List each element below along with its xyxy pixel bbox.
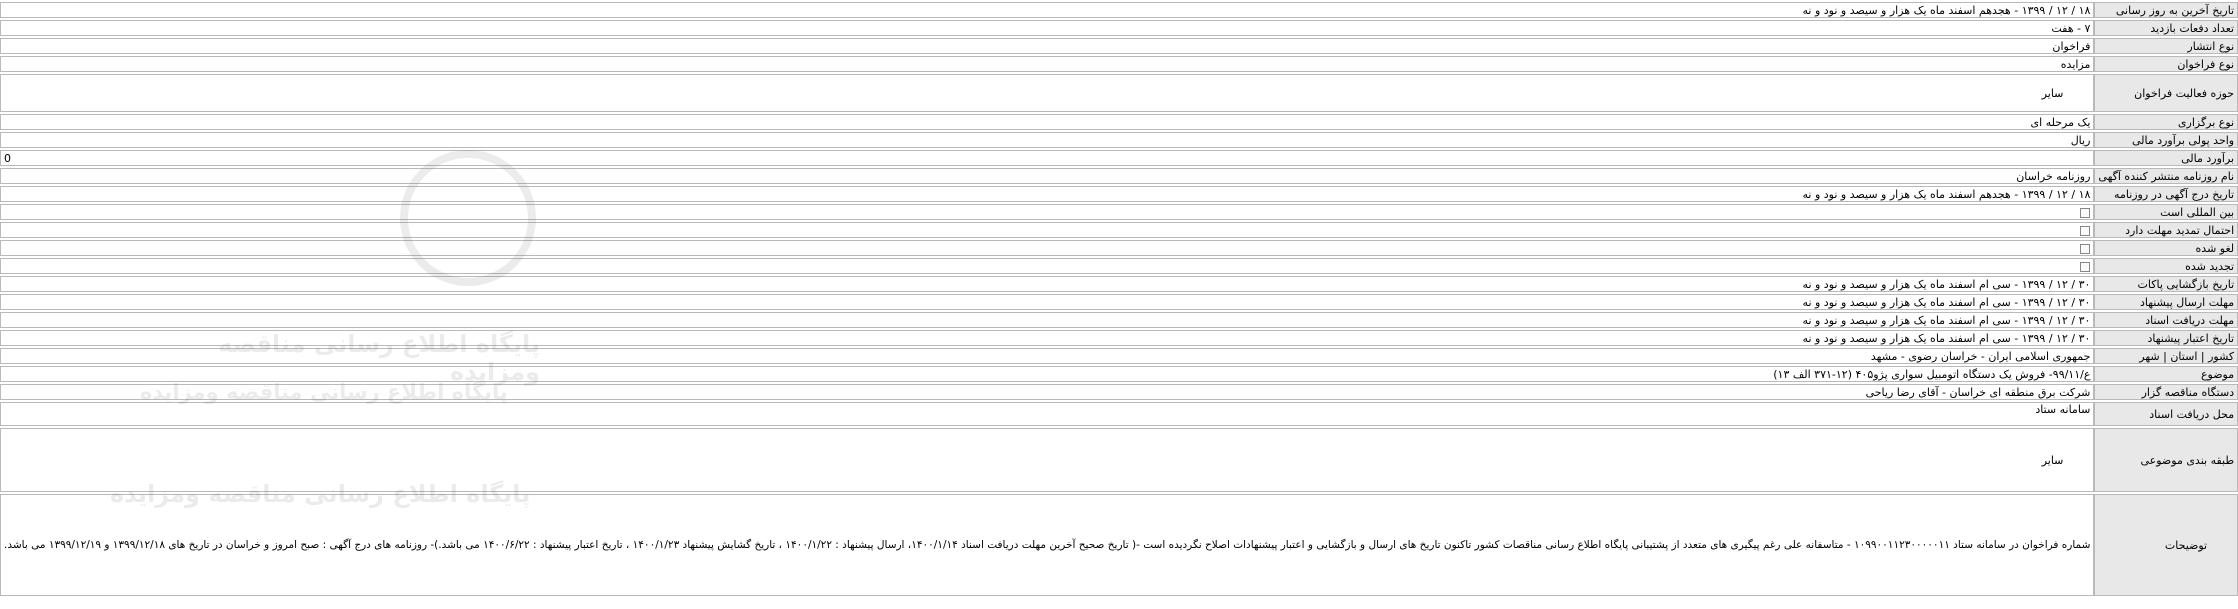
international-checkbox[interactable] [2080, 208, 2090, 218]
label-newspaper-date: تاریخ درج آگهی در روزنامه [2094, 186, 2238, 202]
value-organizer: شرکت برق منطقه ای خراسان - آقای رضا ریاحی [0, 384, 2094, 400]
label-description: توضیحات [2094, 494, 2238, 596]
label-renewed: تجدید شده [2094, 258, 2238, 274]
label-holding-type: نوع برگزاری [2094, 114, 2238, 130]
row-newspaper-date [0, 186, 2238, 202]
label-last-update: تاریخ آخرین به روز رسانی [2094, 2, 2238, 18]
label-category: طبقه بندی موضوعی [2094, 428, 2238, 492]
value-newspaper: روزنامه خراسان [0, 168, 2094, 184]
renewed-checkbox[interactable] [2080, 262, 2090, 272]
row-location [0, 348, 2238, 364]
label-estimate: برآورد مالی [2094, 150, 2238, 166]
label-validity: تاریخ اعتبار پیشنهاد [2094, 330, 2238, 346]
row-submit-deadline [0, 294, 2238, 310]
value-estimate: 0 [0, 150, 2094, 166]
cancelled-checkbox[interactable] [2080, 244, 2090, 254]
extension-checkbox[interactable] [2080, 226, 2090, 236]
value-activity-field: سایر [0, 74, 2094, 112]
value-visit-count: ۷ - هفت [0, 20, 2094, 36]
row-estimate [0, 150, 2238, 166]
value-cancelled [0, 240, 2094, 256]
row-call-type [0, 56, 2238, 72]
value-renewed [0, 258, 2094, 274]
value-category: سایر [0, 428, 2094, 492]
value-doc-deadline: ۳۰ / ۱۲ / ۱۳۹۹ - سی ام اسفند ماه یک هزار و سیصد و نود و نه [0, 312, 2094, 328]
value-validity: ۳۰ / ۱۲ / ۱۳۹۹ - سی ام اسفند ماه یک هزار و سیصد و نود و نه [0, 330, 2094, 346]
label-currency: واحد پولی برآورد مالی [2094, 132, 2238, 148]
value-holding-type: یک مرحله ای [0, 114, 2094, 130]
row-doc-place [0, 402, 2238, 426]
label-submit-deadline: مهلت ارسال پیشنهاد [2094, 294, 2238, 310]
row-organizer [0, 384, 2238, 400]
label-activity-field: حوزه فعالیت فراخوان [2094, 74, 2238, 112]
row-validity [0, 330, 2238, 346]
row-holding-type [0, 114, 2238, 130]
value-subject: ع/۹۹/۱۱- فروش یک دستگاه اتومبیل سواری پژو۴۰۵ (۱۲-۳۷۱ الف ۱۳) [0, 366, 2094, 382]
row-last-update [0, 2, 2238, 18]
value-last-update: ۱۸ / ۱۲ / ۱۳۹۹ - هجدهم اسفند ماه یک هزار و سیصد و نود و نه [0, 2, 2094, 18]
value-publish-type: فراخوان [0, 38, 2094, 54]
label-location: کشور | استان | شهر [2094, 348, 2238, 364]
row-currency [0, 132, 2238, 148]
label-international: بین المللی است [2094, 204, 2238, 220]
value-doc-place: سامانه ستاد [0, 402, 2094, 426]
value-newspaper-date: ۱۸ / ۱۲ / ۱۳۹۹ - هجدهم اسفند ماه یک هزار و سیصد و نود و نه [0, 186, 2094, 202]
row-activity-field [0, 74, 2238, 112]
label-doc-place: محل دریافت اسناد [2094, 402, 2238, 426]
value-currency: ریال [0, 132, 2094, 148]
label-extension: احتمال تمدید مهلت دارد [2094, 222, 2238, 238]
row-international [0, 204, 2238, 220]
row-category [0, 428, 2238, 492]
label-doc-deadline: مهلت دریافت اسناد [2094, 312, 2238, 328]
row-renewed [0, 258, 2238, 274]
label-cancelled: لغو شده [2094, 240, 2238, 256]
row-publish-type [0, 38, 2238, 54]
label-call-type: نوع فراخوان [2094, 56, 2238, 72]
label-opening-date: تاریخ بازگشایی پاکات [2094, 276, 2238, 292]
row-doc-deadline [0, 312, 2238, 328]
label-newspaper: نام روزنامه منتشر کننده آگهی [2094, 168, 2238, 184]
row-opening-date [0, 276, 2238, 292]
label-visit-count: تعداد دفعات بازدید [2094, 20, 2238, 36]
row-description [0, 494, 2238, 596]
row-cancelled [0, 240, 2238, 256]
value-location: جمهوری اسلامی ایران - خراسان رضوی - مشهد [0, 348, 2094, 364]
row-visit-count [0, 20, 2238, 36]
value-international [0, 204, 2094, 220]
value-submit-deadline: ۳۰ / ۱۲ / ۱۳۹۹ - سی ام اسفند ماه یک هزار و سیصد و نود و نه [0, 294, 2094, 310]
value-description: شماره فراخوان در سامانه ستاد ۱۰۹۹۰۰۱۱۲۳۰۰۰۰۰۱۱ - متاسفانه علی رغم پیگیری های متعدد از پشتیبانی پایگاه اطلاع رسانی مناقصات کشور تاکنون تاریخ های ارسال و بازگشایی و اعتبار پیشنهادات اصلاح نگردیده است -( تاریخ صحیح آخرین مهلت دریافت اسناد ۱۴۰۰/۱/۱۴، ارسال پیشنهاد : ۱۴۰۰/۱/۲۲ ، تاریخ گشایش پیشنهاد ۱۴۰۰/۱/۲۳ ، تاریخ اعتبار پیشنهاد : ۱۴۰۰/۶/۲۲ می باشد.)- روزنامه های درج آگهی : صبح امروز و خراسان در تاریخ های ۱۳۹۹/۱۲/۱۸ و ۱۳۹۹/۱۲/۱۹ می باشد. [0, 494, 2094, 596]
value-extension [0, 222, 2094, 238]
label-organizer: دستگاه مناقصه گزار [2094, 384, 2238, 400]
label-subject: موضوع [2094, 366, 2238, 382]
row-subject [0, 366, 2238, 382]
label-publish-type: نوع انتشار [2094, 38, 2238, 54]
row-extension [0, 222, 2238, 238]
value-opening-date: ۳۰ / ۱۲ / ۱۳۹۹ - سی ام اسفند ماه یک هزار و سیصد و نود و نه [0, 276, 2094, 292]
value-call-type: مزایده [0, 56, 2094, 72]
row-newspaper [0, 168, 2238, 184]
